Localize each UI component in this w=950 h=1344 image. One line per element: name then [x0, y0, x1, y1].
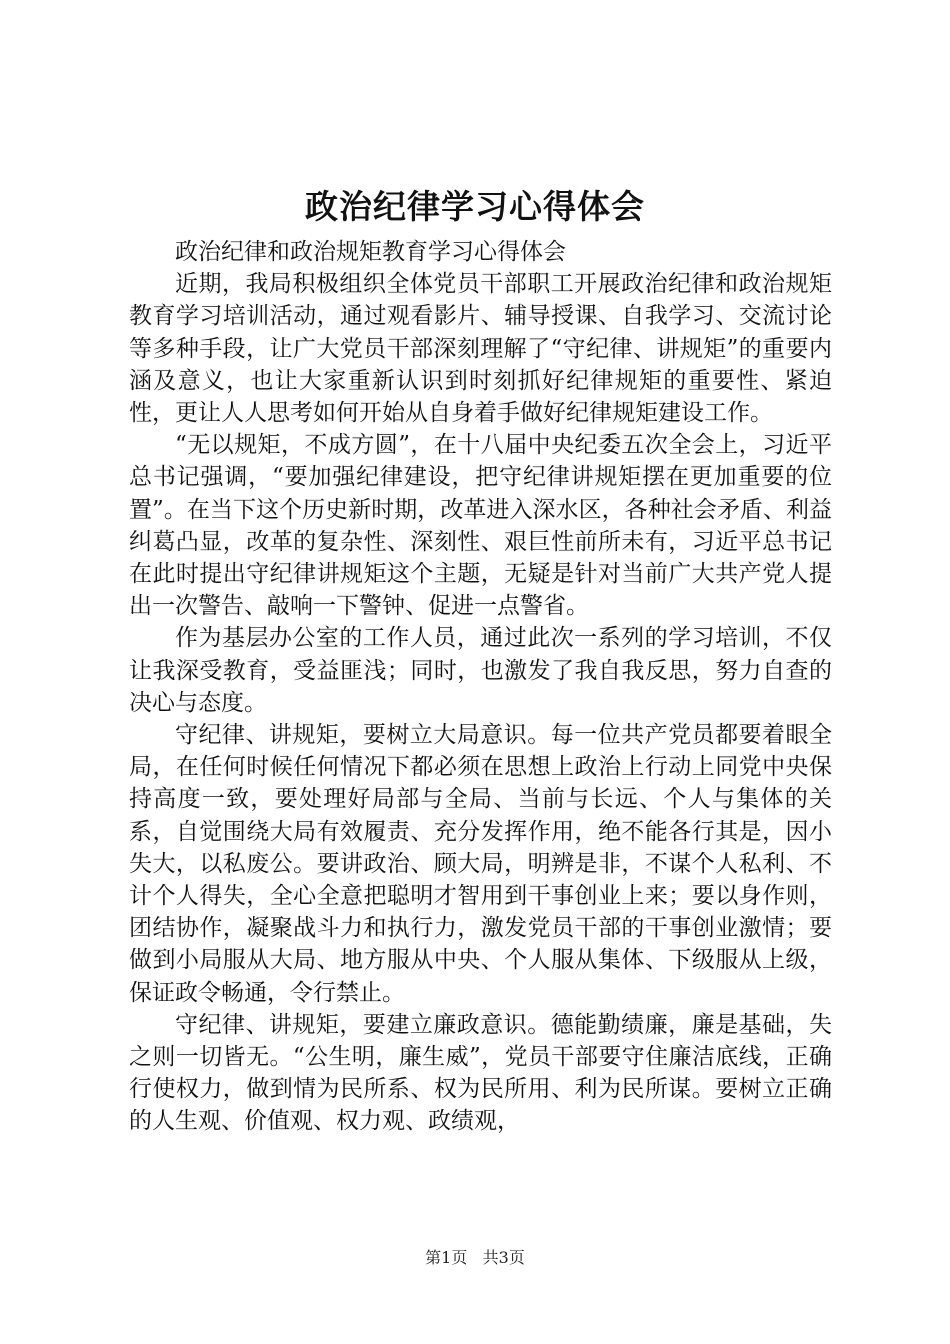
- document-body: [129, 236, 832, 1138]
- document-title: 政治纪律学习心得体会: [305, 187, 645, 226]
- body-paragraph: 作为基层办公室的工作人员，通过此次一系列的学习培训，不仅让我深受教育，受益匪浅；同时，也激发了我自我反思，努力自查的决心与态度。: [129, 625, 832, 716]
- body-paragraph: “无以规矩，不成方圆”，在十八届中央纪委五次全会上，习近平总书记强调，“要加强纪律建设，把守纪律讲规矩摆在更加重要的位置”。在当下这个历史新时期，改革进入深水区，各种社会矛盾、利益纠葛凸显，改革的复杂性、深刻性、艰巨性前所未有，习近平总书记在此时提出守纪律讲规矩这个主题，无疑是针对当前广大共产党人提出一次警告、敲响一下警钟、促进一点警省。: [129, 432, 832, 620]
- page-number: 第1页: [425, 1248, 468, 1267]
- body-paragraph: 守纪律、讲规矩，要建立廉政意识。德能勤绩廉，廉是基础，失之则一切皆无。“公生明，廉生威”，党员干部要守住廉洁底线，正确行使权力，做到情为民所系、权为民所用、利为民所谋。要树立正确的人生观、价值观、权力观、政绩观，: [129, 1011, 832, 1135]
- body-paragraph: 守纪律、讲规矩，要树立大局意识。每一位共产党员都要着眼全局，在任何时候任何情况下都必须在思想上政治上行动上同党中央保持高度一致，要处理好局部与全局、当前与长远、个人与集体的关系，自觉围绕大局有效履责、充分发挥作用，绝不能各行其是，因小失大，以私废公。要讲政治、顾大局，明辨是非，不谋个人私利、不计个人得失，全心全意把聪明才智用到干事创业上来；要以身作则，团结协作，凝聚战斗力和执行力，激发党员干部的干事创业激情；要做到小局服从大局、地方服从中央、个人服从集体、下级服从上级，保证政令畅通，令行禁止。: [129, 722, 832, 1006]
- page-total: 共3页: [482, 1248, 525, 1267]
- page-footer: [0, 1248, 950, 1268]
- document-subtitle: 政治纪律和政治规矩教育学习心得体会: [175, 239, 566, 265]
- body-paragraph: 近期，我局积极组织全体党员干部职工开展政治纪律和政治规矩教育学习培训活动，通过观看影片、辅导授课、自我学习、交流讨论等多种手段，让广大党员干部深刻理解了“守纪律、讲规矩”的重要内涵及意义，也让大家重新认识到时刻抓好纪律规矩的重要性、紧迫性，更让人人思考如何开始从自身着手做好纪律规矩建设工作。: [129, 271, 832, 427]
